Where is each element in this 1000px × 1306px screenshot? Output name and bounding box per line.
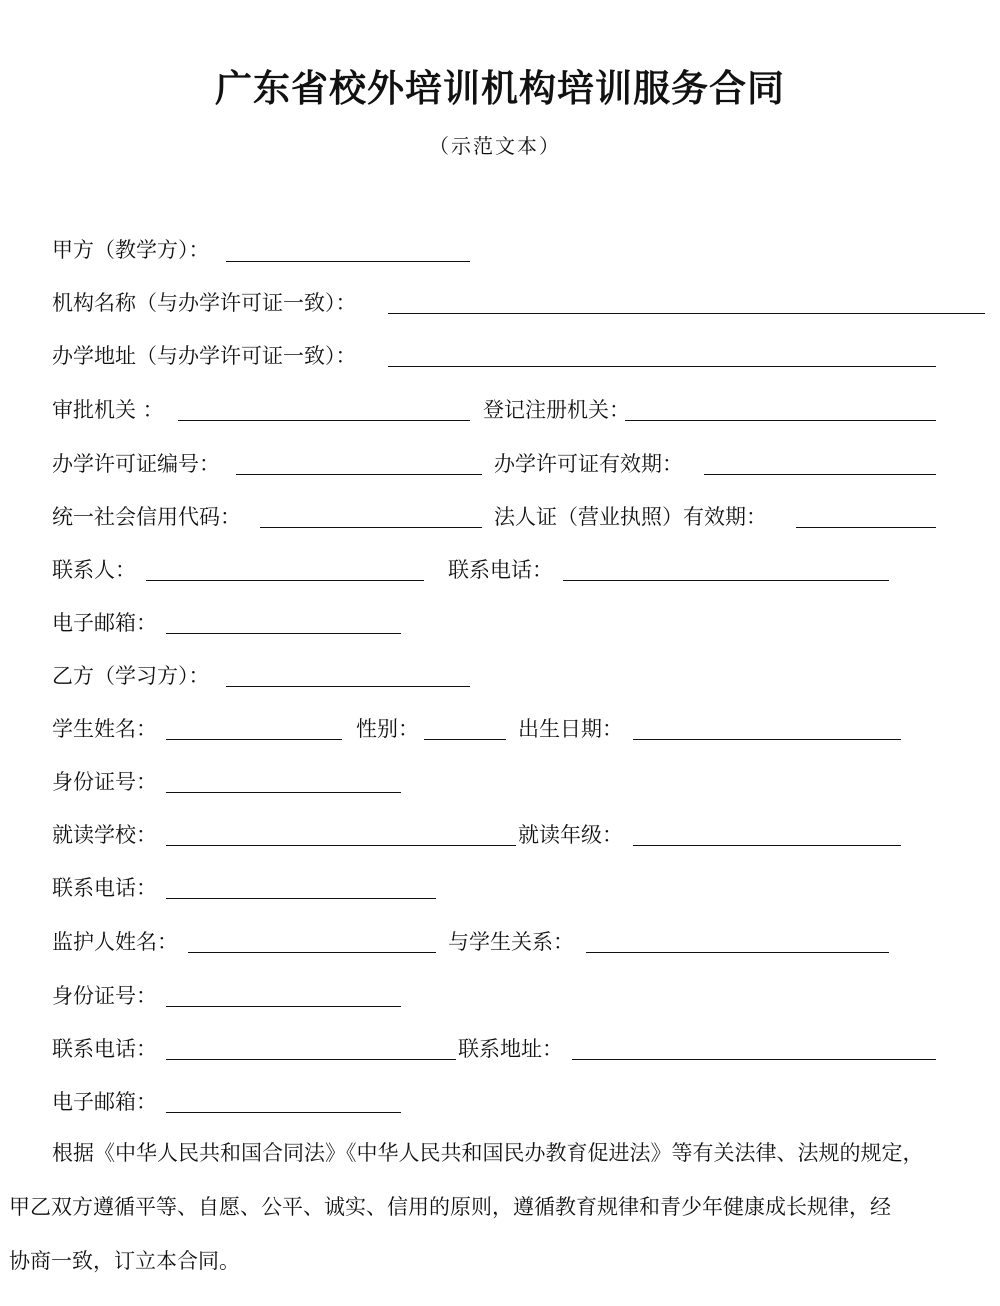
preamble-line-1: 根据《中华人民共和国合同法》《中华人民共和国民办教育促进法》等有关法律、法规的规定， xyxy=(52,1141,924,1165)
id-number-label: 身份证号： xyxy=(52,770,157,794)
credit-code-label: 统一社会信用代码： xyxy=(52,505,241,529)
credit-code-field[interactable] xyxy=(260,527,482,528)
license-number-field[interactable] xyxy=(236,474,482,475)
address-label: 办学地址（与办学许可证一致）： xyxy=(52,344,357,368)
id-number-field[interactable] xyxy=(166,792,401,793)
preamble-line-2: 甲乙双方遵循平等、自愿、公平、诚实、信用的原则，遵循教育规律和青少年健康成长规律，经 xyxy=(9,1195,891,1219)
birth-date-label: 出生日期： xyxy=(518,717,623,741)
guardian-phone-field[interactable] xyxy=(166,1059,456,1060)
gender-label: 性别： xyxy=(356,717,419,741)
school-label: 就读学校： xyxy=(52,823,157,847)
student-phone-field[interactable] xyxy=(166,898,436,899)
email-label: 电子邮箱： xyxy=(52,611,157,635)
contract-title: 广东省校外培训机构培训服务合同 xyxy=(215,66,785,110)
guardian-email-label: 电子邮箱： xyxy=(52,1090,157,1114)
relation-field[interactable] xyxy=(586,952,889,953)
preamble-paragraph xyxy=(9,1126,992,1288)
approval-authority-label: 审批机关 ： xyxy=(52,398,164,422)
registration-authority-label: 登记注册机关： xyxy=(483,398,630,422)
contact-phone-label: 联系电话： xyxy=(448,558,553,582)
contact-person-label: 联系人： xyxy=(52,558,136,582)
guardian-email-field[interactable] xyxy=(166,1112,401,1113)
guardian-address-label: 联系地址： xyxy=(458,1037,563,1061)
org-name-label: 机构名称（与办学许可证一致）： xyxy=(52,291,357,315)
birth-date-field[interactable] xyxy=(633,739,901,740)
guardian-id-label: 身份证号： xyxy=(52,984,157,1008)
approval-authority-field[interactable] xyxy=(178,420,470,421)
contract-subtitle: （示范文本） xyxy=(429,134,561,158)
org-name-field[interactable] xyxy=(388,313,985,314)
guardian-name-field[interactable] xyxy=(188,952,436,953)
contact-phone-field[interactable] xyxy=(563,580,889,581)
address-field[interactable] xyxy=(388,366,936,367)
party-a-name-field[interactable] xyxy=(226,261,470,262)
guardian-id-field[interactable] xyxy=(166,1006,401,1007)
grade-field[interactable] xyxy=(633,845,901,846)
party-a-heading: 甲方（教学方）： xyxy=(52,238,210,262)
guardian-phone-label: 联系电话： xyxy=(52,1037,157,1061)
guardian-address-field[interactable] xyxy=(572,1059,936,1060)
business-license-validity-label: 法人证（营业执照）有效期： xyxy=(494,505,767,529)
business-license-validity-field[interactable] xyxy=(796,527,936,528)
guardian-name-label: 监护人姓名： xyxy=(52,930,178,954)
license-number-label: 办学许可证编号： xyxy=(52,452,220,476)
email-field[interactable] xyxy=(166,633,401,634)
school-field[interactable] xyxy=(166,845,516,846)
registration-authority-field[interactable] xyxy=(625,420,936,421)
license-validity-field[interactable] xyxy=(704,474,936,475)
student-name-label: 学生姓名： xyxy=(52,717,157,741)
preamble-line-3: 协商一致，订立本合同。 xyxy=(9,1249,240,1273)
relation-label: 与学生关系： xyxy=(448,930,574,954)
contact-person-field[interactable] xyxy=(146,580,424,581)
student-name-field[interactable] xyxy=(166,739,342,740)
party-b-heading: 乙方（学习方）： xyxy=(52,664,210,688)
grade-label: 就读年级： xyxy=(518,823,623,847)
party-b-name-field[interactable] xyxy=(226,686,470,687)
student-phone-label: 联系电话： xyxy=(52,876,157,900)
gender-field[interactable] xyxy=(424,739,506,740)
license-validity-label: 办学许可证有效期： xyxy=(494,452,683,476)
